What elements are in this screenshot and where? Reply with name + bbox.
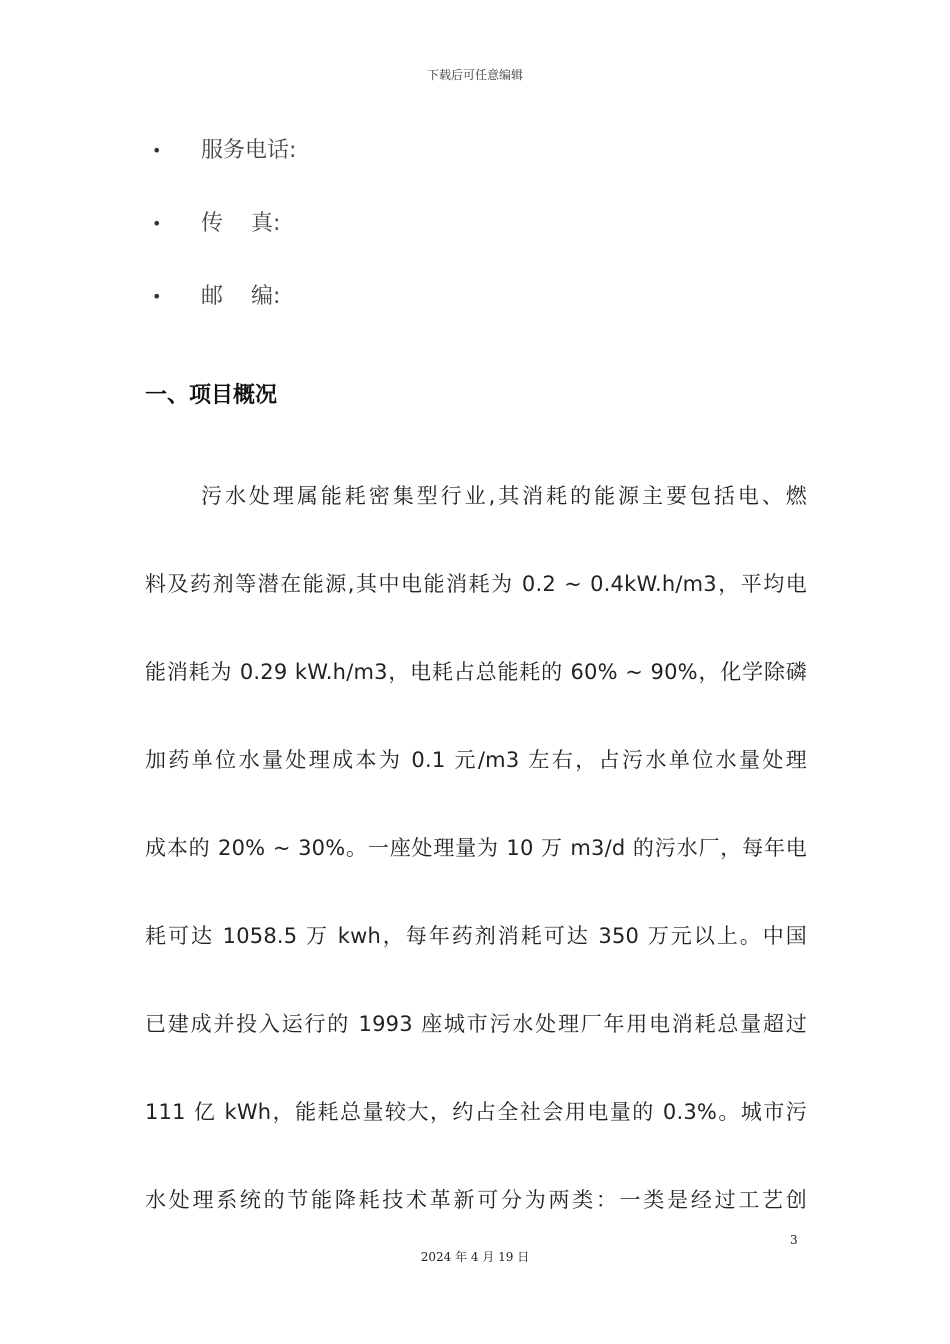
paragraph-line: 水处理系统的节能降耗技术革新可分为两类：一类是经过工艺创 [145, 1188, 807, 1212]
paragraph-line: 成本的 20% ~ 30%。一座处理量为 10 万 m3/d 的污水厂，每年电 [145, 836, 807, 860]
section-title: 一、项目概况 [145, 383, 278, 408]
phone-label: 服务电话: [201, 138, 297, 163]
paragraph-line: 能消耗为 0.29 kW.h/m3，电耗占总能耗的 60% ~ 90%，化学除磷 [145, 660, 807, 684]
paragraph-line: 料及药剂等潜在能源,其中电能消耗为 0.2 ~ 0.4kW.h/m3，平均电 [145, 572, 807, 596]
paragraph-line: 已建成并投入运行的 1993 座城市污水处理厂年用电消耗总量超过 [145, 1012, 807, 1036]
bullet-icon: • [152, 214, 162, 233]
header-note: 下载后可任意编辑 [426, 68, 523, 82]
footer-date: 2024 年 4 月 19 日 [420, 1250, 530, 1264]
paragraph-line: 污水处理属能耗密集型行业,其消耗的能源主要包括电、燃 [201, 484, 807, 508]
page-number: 3 [790, 1233, 798, 1247]
fax-label: 传 真: [201, 211, 281, 236]
body-paragraph [145, 477, 807, 1269]
postcode-label: 邮 编: [201, 284, 281, 309]
bullet-icon: • [152, 287, 162, 306]
paragraph-line: 加药单位水量处理成本为 0.1 元/m3 左右，占污水单位水量处理 [145, 748, 807, 772]
paragraph-line: 耗可达 1058.5 万 kwh，每年药剂消耗可达 350 万元以上。中国 [145, 924, 807, 948]
bullet-icon: • [152, 141, 162, 160]
paragraph-line: 111 亿 kWh，能耗总量较大，约占全社会用电量的 0.3%。城市污 [145, 1100, 807, 1124]
